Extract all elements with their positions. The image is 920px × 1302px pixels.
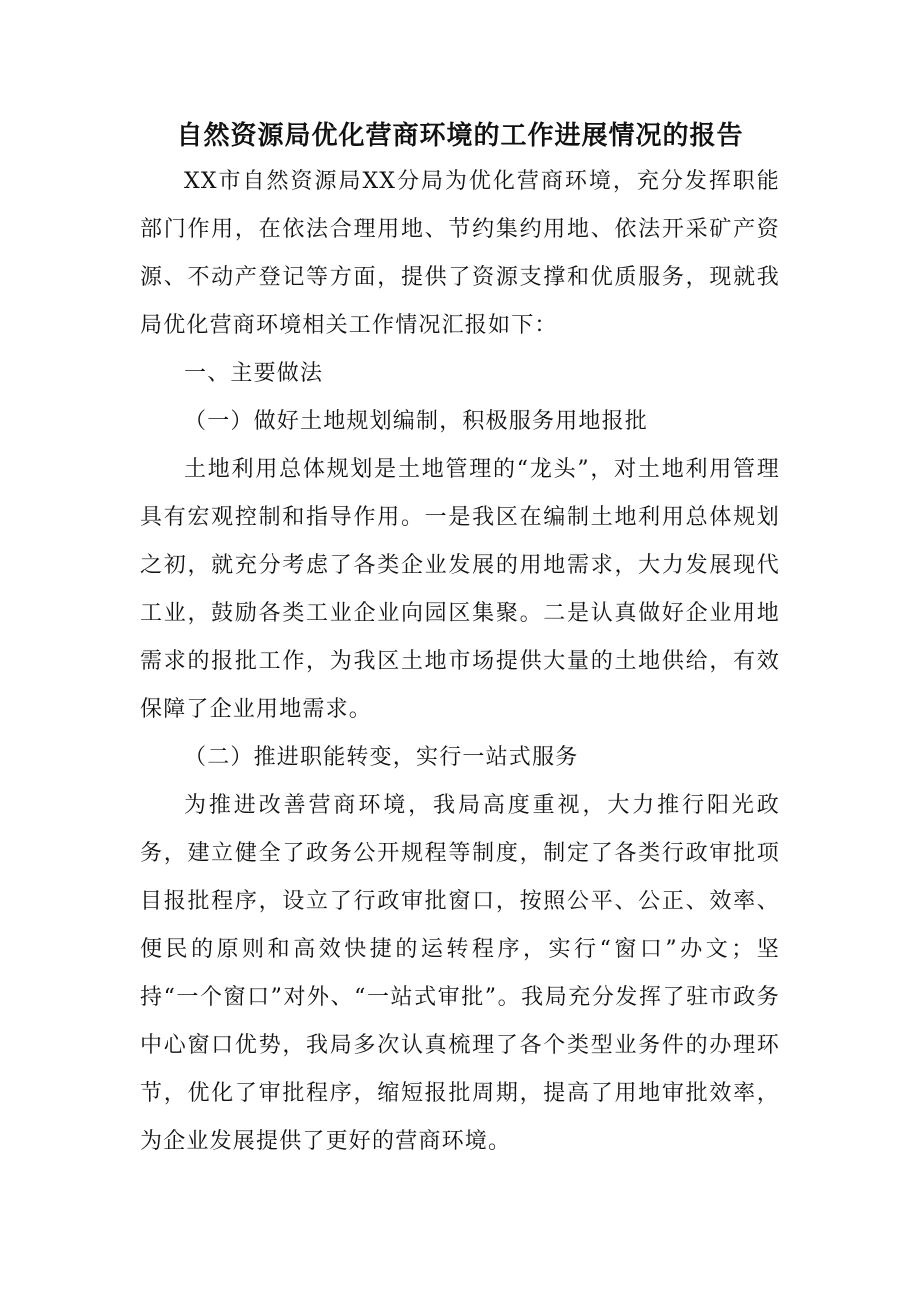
intro-paragraph: XX市自然资源局XX分局为优化营商环境，充分发挥职能部门作用，在依法合理用地、节约集约用地、依法开采矿产资源、不动产登记等方面，提供了资源支撑和优质服务，现就我局优化营商环境相关工作情况汇报如下： <box>140 169 780 338</box>
document-title: 自然资源局优化营商环境的工作进展情况的报告 <box>176 121 744 151</box>
subsection-heading-one-stop-service: （二）推进职能转变，实行一站式服务 <box>184 745 579 770</box>
section-heading-main-practices: 一、主要做法 <box>184 361 324 386</box>
one-stop-service-paragraph: 为推进改善营商环境，我局高度重视，大力推行阳光政务，建立健全了政务公开规程等制度，制定了各类行政审批项目报批程序，设立了行政审批窗口，按照公平、公正、效率、便民的原则和高效快捷的运转程序，实行“窗口”办文；坚持“一个窗口”对外、“一站式审批”。我局充分发挥了驻市政务中心窗口优势，我局多次认真梳理了各个类型业务件的办理环节，优化了审批程序，缩短报批周期，提高了用地审批效率，为企业发展提供了更好的营商环境。 <box>140 793 780 1154</box>
land-planning-paragraph: 土地利用总体规划是土地管理的“龙头”，对土地利用管理具有宏观控制和指导作用。一是我区在编制土地利用总体规划之初，就充分考虑了各类企业发展的用地需求，大力发展现代工业，鼓励各类工业企业向园区集聚。二是认真做好企业用地需求的报批工作，为我区土地市场提供大量的土地供给，有效保障了企业用地需求。 <box>140 457 780 722</box>
subsection-heading-land-planning: （一）做好土地规划编制，积极服务用地报批 <box>184 409 649 434</box>
document-body <box>140 158 780 1166</box>
